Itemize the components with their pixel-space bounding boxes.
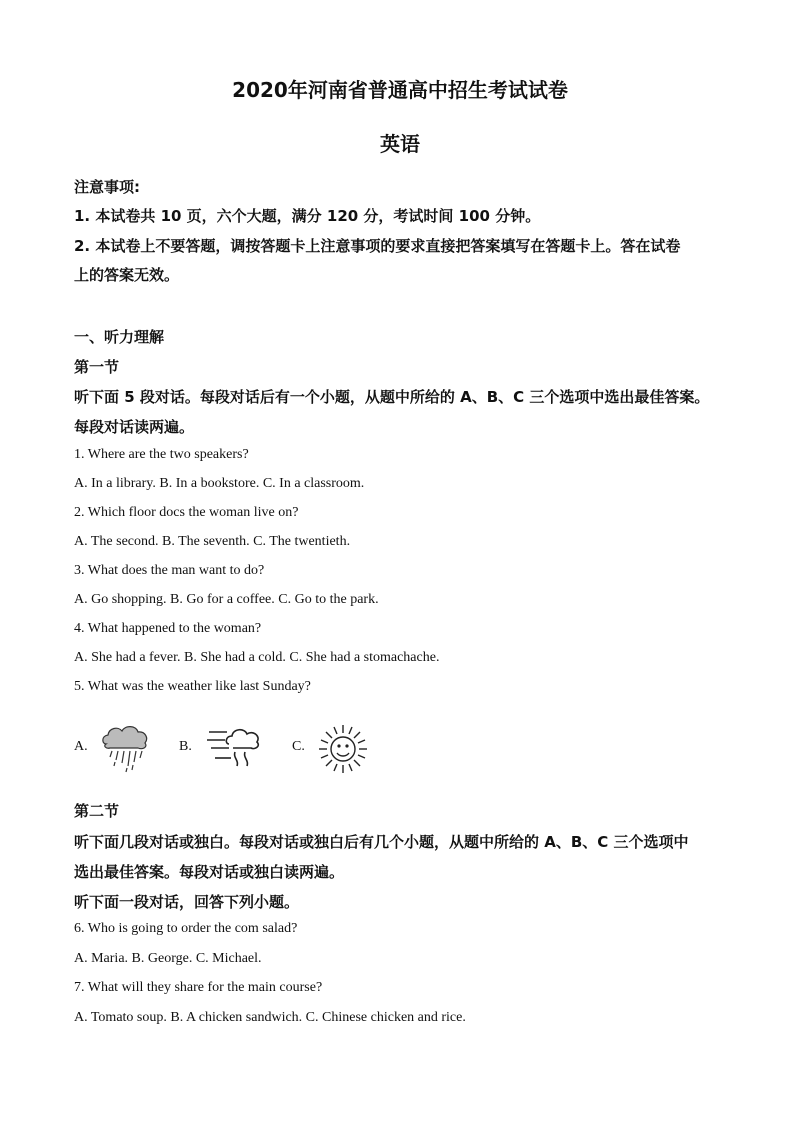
- question-7: 7. What will they share for the main course?: [74, 980, 323, 995]
- section2-sub-instruction: 听下面一段对话，回答下列小题。: [74, 893, 300, 911]
- question-1: 1. Where are the two speakers?: [74, 447, 249, 462]
- subject-title: 英语: [380, 132, 420, 156]
- question-6: 6. Who is going to order the com salad?: [74, 921, 298, 936]
- question-1-options: A. In a library. B. In a bookstore. C. In a classroom.: [74, 476, 365, 491]
- question-2-options: A. The second. B. The seventh. C. The twentieth.: [74, 534, 351, 549]
- question-3-options: A. Go shopping. B. Go for a coffee. C. Go to the park.: [74, 592, 379, 607]
- part1-heading: 一、听力理解: [74, 328, 165, 346]
- section1-heading: 第一节: [74, 358, 120, 376]
- section2-instruction-line-2: 选出最佳答案。每段对话或独白读两遍。: [74, 863, 345, 881]
- question-6-options: A. Maria. B. George. C. Michael.: [74, 951, 262, 966]
- notice-item-1: 1. 本试卷共 10 页，六个大题，满分 120 分，考试时间 100 分钟。: [74, 207, 541, 225]
- section1-instruction-line-1: 听下面 5 段对话。每段对话后有一个小题，从题中所给的 A、B、C 三个选项中选出最佳答案。: [74, 388, 710, 406]
- picture-option-b-label: B.: [179, 739, 192, 754]
- rain-cloud-icon: [98, 722, 154, 776]
- picture-option-a-label: A.: [74, 739, 88, 754]
- section2-instruction-line-1: 听下面几段对话或独白。每段对话或独白后有几个小题，从题中所给的 A、B、C 三个选项中: [74, 833, 689, 851]
- question-4: 4. What happened to the woman?: [74, 621, 262, 636]
- question-4-options: A. She had a fever. B. She had a cold. C. She had a stomachache.: [74, 650, 440, 665]
- question-7-options: A. Tomato soup. B. A chicken sandwich. C. Chinese chicken and rice.: [74, 1010, 466, 1025]
- question-3: 3. What does the man want to do?: [74, 563, 265, 578]
- sun-icon: [316, 722, 370, 776]
- section1-instruction-line-2: 每段对话读两遍。: [74, 418, 195, 436]
- picture-option-c-label: C.: [292, 739, 305, 754]
- notice-item-2-line-2: 上的答案无效。: [74, 266, 180, 284]
- windy-cloud-icon: [205, 722, 269, 770]
- question-2: 2. Which floor docs the woman live on?: [74, 505, 299, 520]
- notice-heading: 注意事项:: [74, 178, 140, 196]
- question-5: 5. What was the weather like last Sunday?: [74, 679, 311, 694]
- exam-title: 2020年河南省普通高中招生考试试卷: [232, 78, 568, 102]
- notice-item-2-line-1: 2. 本试卷上不要答题，调按答题卡上注意事项的要求直接把答案填写在答题卡上。答在试卷: [74, 237, 681, 255]
- section2-heading: 第二节: [74, 802, 120, 820]
